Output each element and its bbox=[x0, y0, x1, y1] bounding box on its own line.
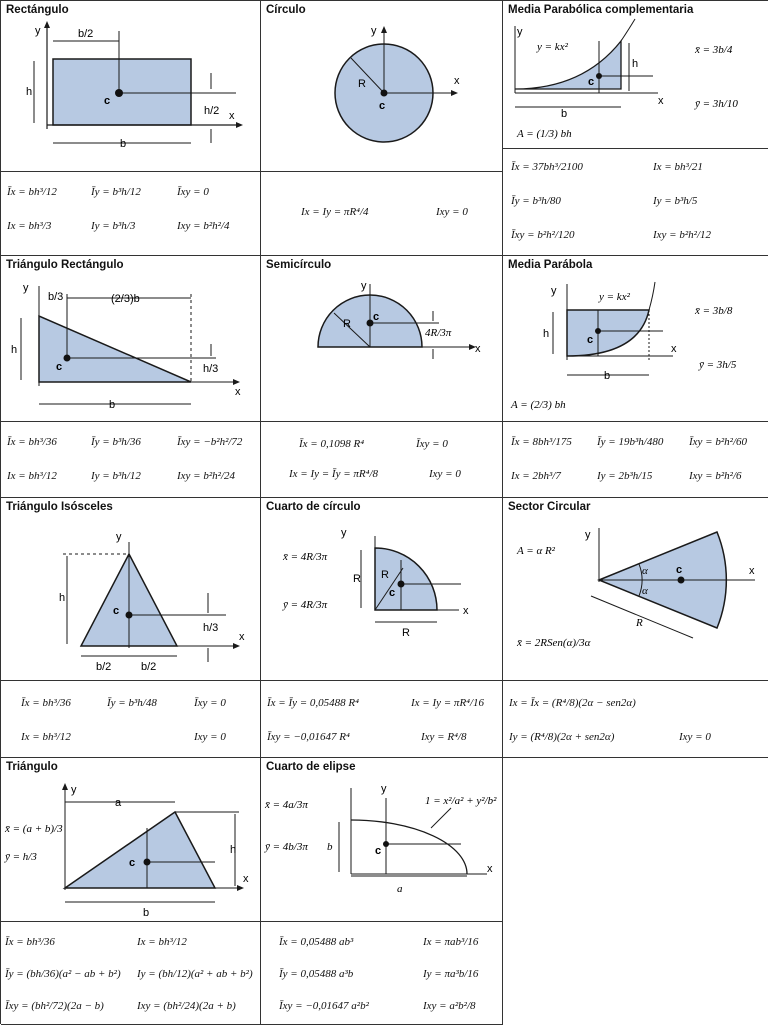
cell-cuarto-de-circulo bbox=[261, 498, 503, 758]
formula: Īxy = (bh²/72)(2a − b) bbox=[5, 1000, 104, 1012]
formula: Īxy = 0 bbox=[177, 186, 209, 198]
formula: Iy = πa³b/16 bbox=[423, 968, 479, 980]
dim-h2-label: h/2 bbox=[204, 105, 220, 117]
centroid-label: c bbox=[104, 95, 111, 107]
formula: Ixy = b²h²/4 bbox=[177, 220, 230, 232]
formula: Īx = bh³/12 bbox=[7, 186, 57, 198]
formulas-media-parabolica-complementaria bbox=[503, 148, 768, 256]
curve-extension bbox=[621, 19, 635, 41]
formula: Īx = bh³/36 bbox=[21, 697, 71, 709]
centroid-dot bbox=[383, 841, 389, 847]
triangle-diagram bbox=[1, 758, 261, 923]
formulas-semicirculo bbox=[261, 421, 503, 498]
formula: Iy = b³h/3 bbox=[91, 220, 136, 232]
x-label: x bbox=[235, 386, 241, 398]
formula: Ix = Iy = πR⁴/4 bbox=[301, 206, 369, 218]
dim-b2-left-label: b/2 bbox=[96, 661, 112, 673]
area-label: A = α R² bbox=[517, 545, 555, 557]
formula: Ixy = 0 bbox=[679, 731, 711, 743]
formula: Īx = 37bh³/2100 bbox=[511, 161, 583, 173]
dim-h-label: h bbox=[543, 328, 550, 340]
centroid-label: c bbox=[129, 857, 136, 869]
quarter-ellipse-diagram bbox=[261, 758, 503, 923]
formula: Īx = bh³/36 bbox=[7, 436, 57, 448]
ybar-label: ȳ = 4R/3π bbox=[283, 599, 328, 611]
formula: Ixy = 0 bbox=[194, 731, 226, 743]
cell-title: Sector Circular bbox=[508, 501, 591, 513]
dim-h-label: h bbox=[230, 844, 237, 856]
x-arrow-icon bbox=[237, 885, 244, 891]
xbar-label: x̄ = 4a/3π bbox=[265, 799, 308, 811]
eq-pointer bbox=[431, 808, 451, 828]
rectangle-diagram bbox=[1, 1, 261, 171]
xbar-label: x̄ = 2RSen(α)/3α bbox=[517, 637, 591, 649]
cell-title: Triángulo Isósceles bbox=[6, 501, 113, 513]
dim-a-label: a bbox=[397, 883, 403, 895]
formula: Īy = 19b³h/480 bbox=[597, 436, 664, 448]
formula: Iy = b³h/5 bbox=[653, 195, 698, 207]
half-parabola-shape bbox=[567, 310, 649, 356]
cell-title: Cuarto de círculo bbox=[266, 501, 361, 513]
dim-h3-label: h/3 bbox=[203, 363, 219, 375]
xbar-label: x̄ = 3b/4 bbox=[695, 44, 733, 56]
formula: Īy = 0,05488 a³b bbox=[279, 968, 354, 980]
cell-triangulo bbox=[1, 758, 261, 1025]
formula: Īxy = b²h²/60 bbox=[689, 436, 748, 448]
formula: Īxy = −0,01647 R⁴ bbox=[267, 731, 350, 743]
empty-cell bbox=[503, 758, 768, 1025]
ybar-label: ȳ = h/3 bbox=[5, 851, 37, 863]
formulas-triangulo-isosceles bbox=[1, 680, 261, 758]
formula: Īx = 0,05488 ab³ bbox=[279, 936, 354, 948]
formula: Ixy = 0 bbox=[429, 468, 461, 480]
dim-h-label: h bbox=[26, 86, 33, 98]
x-label: x bbox=[463, 605, 469, 617]
ybar-label: ȳ = 4b/3π bbox=[265, 841, 308, 853]
formulas-circulo bbox=[261, 171, 503, 256]
centroid-dot bbox=[126, 612, 133, 619]
y-arrow-icon bbox=[44, 21, 50, 28]
formulas-rectangulo bbox=[1, 171, 261, 256]
y-label: y bbox=[551, 285, 557, 297]
y-label: y bbox=[371, 25, 377, 37]
cell-title: Cuarto de elipse bbox=[266, 761, 356, 773]
area-label: A = (1/3) bh bbox=[517, 128, 572, 140]
dim-r-vertical-label: R bbox=[353, 573, 361, 585]
cell-title: Media Parabólica complementaria bbox=[508, 4, 694, 16]
y-label: y bbox=[517, 26, 523, 38]
ybar-label: ȳ = 3h/5 bbox=[699, 359, 737, 371]
dim-r-label: R bbox=[636, 617, 643, 629]
ellipse-eq-label: 1 = x²/a² + y²/b² bbox=[425, 795, 497, 807]
x-arrow-icon bbox=[451, 90, 458, 96]
y-label: y bbox=[341, 527, 347, 539]
alpha-bottom-label: α bbox=[642, 585, 648, 597]
cell-title: Semicírculo bbox=[266, 259, 332, 271]
y-label: y bbox=[585, 529, 591, 541]
curve-label: y = kx² bbox=[537, 41, 568, 53]
formula: Ix = πab³/16 bbox=[423, 936, 479, 948]
centroid-dot bbox=[596, 73, 602, 79]
x-label: x bbox=[239, 631, 245, 643]
formula: Ixy = 0 bbox=[436, 206, 468, 218]
radius-label: R bbox=[381, 569, 389, 581]
dim-a-label: a bbox=[115, 797, 122, 809]
cell-semicirculo bbox=[261, 256, 503, 498]
quarter-circle-diagram bbox=[261, 498, 503, 683]
y-label: y bbox=[361, 280, 367, 292]
cell-title: Círculo bbox=[266, 4, 306, 16]
triangle-shape bbox=[65, 812, 215, 888]
dim-b-label: b bbox=[120, 138, 127, 150]
radius-label: R bbox=[358, 78, 366, 90]
formula: Ixy = R⁴/8 bbox=[421, 731, 467, 743]
formula: Īxy = b²h²/120 bbox=[511, 229, 575, 241]
centroid-label: c bbox=[56, 361, 63, 373]
area-label: A = (2/3) bh bbox=[511, 399, 566, 411]
formula: Ixy = b²h²/12 bbox=[653, 229, 712, 241]
formula: Īxy = −0,01647 a²b² bbox=[279, 1000, 369, 1012]
formula: Ix = Īx = (R⁴/8)(2α − sen2α) bbox=[509, 697, 636, 709]
dim-h-label: h bbox=[632, 58, 639, 70]
dim-b-label: b bbox=[327, 841, 333, 853]
circular-sector-diagram bbox=[503, 498, 768, 683]
x-label: x bbox=[749, 565, 755, 577]
xbar-label: x̄ = (a + b)/3 bbox=[5, 823, 63, 835]
ybar-label: ȳ = 3h/10 bbox=[695, 98, 738, 110]
radius-label: R bbox=[343, 318, 351, 330]
formula: Iy = 2b³h/15 bbox=[597, 470, 653, 482]
formula: Ix = 2bh³/7 bbox=[511, 470, 561, 482]
x-label: x bbox=[671, 343, 677, 355]
dim-b2-label: b/2 bbox=[78, 28, 94, 40]
y-arrow-icon bbox=[381, 26, 387, 33]
formula: Ix = bh³/12 bbox=[137, 936, 187, 948]
y-label: y bbox=[116, 531, 122, 543]
cell-rectangulo bbox=[1, 1, 261, 256]
centroid-label: c bbox=[373, 311, 380, 323]
xbar-label: x̄ = 4R/3π bbox=[283, 551, 328, 563]
curve-label: y = kx² bbox=[599, 291, 630, 303]
spandrel-shape bbox=[515, 41, 621, 89]
cell-media-parabolica-complementaria bbox=[503, 1, 768, 256]
formula: Ixy = a²b²/8 bbox=[423, 1000, 476, 1012]
centroid-label: c bbox=[676, 564, 683, 576]
formula: Ix = bh³/21 bbox=[653, 161, 703, 173]
x-arrow-icon bbox=[236, 122, 243, 128]
cell-triangulo-isosceles bbox=[1, 498, 261, 758]
formula: Iy = (R⁴/8)(2α + sen2α) bbox=[509, 731, 615, 743]
y-label: y bbox=[381, 783, 387, 795]
dim-2b3-label: (2/3)b bbox=[111, 293, 140, 305]
cell-triangulo-rectangulo bbox=[1, 256, 261, 498]
formulas-triangulo bbox=[1, 921, 261, 1025]
formulas-triangulo-rectangulo bbox=[1, 421, 261, 498]
x-arrow-icon bbox=[233, 643, 240, 649]
formulas-sector-circular bbox=[503, 680, 768, 758]
formula: Īx = 8bh³/175 bbox=[511, 436, 572, 448]
xbar-label: x̄ = 3b/8 bbox=[695, 305, 733, 317]
circle-diagram bbox=[261, 1, 503, 171]
formula: Ix = Iy = πR⁴/16 bbox=[411, 697, 485, 709]
semicircle-diagram bbox=[261, 256, 503, 421]
dim-h-label: h bbox=[59, 592, 66, 604]
dim-b-label: b bbox=[109, 399, 116, 411]
formula: Ix = bh³/12 bbox=[7, 470, 57, 482]
x-label: x bbox=[243, 873, 249, 885]
centroid-dot bbox=[381, 90, 388, 97]
cell-title: Triángulo Rectángulo bbox=[6, 259, 124, 271]
formula: Īy = b³h/80 bbox=[511, 195, 561, 207]
formulas-media-parabola bbox=[503, 421, 768, 498]
formula: Īy = b³h/36 bbox=[91, 436, 141, 448]
formula: Īxy = −b²h²/72 bbox=[177, 436, 243, 448]
centroid-dot bbox=[678, 577, 685, 584]
formula: Ixy = (bh²/24)(2a + b) bbox=[137, 1000, 236, 1012]
cell-title: Triángulo bbox=[6, 761, 58, 773]
cell-title: Media Parábola bbox=[508, 259, 593, 271]
formulas-cuarto-de-elipse bbox=[261, 921, 503, 1025]
right-triangle-diagram bbox=[1, 256, 261, 421]
parabolic-spandrel-diagram bbox=[503, 1, 768, 151]
y-label: y bbox=[71, 784, 77, 796]
centroid-label: c bbox=[389, 587, 396, 599]
formula: Īx = bh³/36 bbox=[5, 936, 55, 948]
y-label: y bbox=[35, 25, 41, 37]
formula: Iy = b³h/12 bbox=[91, 470, 141, 482]
centroid-dot bbox=[144, 859, 151, 866]
half-parabola-diagram bbox=[503, 256, 768, 421]
ellipse-curve bbox=[351, 820, 467, 874]
formulas-cuarto-de-circulo bbox=[261, 680, 503, 758]
centroid-label: c bbox=[588, 76, 595, 88]
formula: Īxy = 0 bbox=[194, 697, 226, 709]
formula: Ix = Iy = Īy = πR⁴/8 bbox=[289, 468, 379, 480]
y-arrow-icon bbox=[62, 783, 68, 790]
x-label: x bbox=[229, 110, 235, 122]
formula: Īy = (bh/36)(a² − ab + b²) bbox=[5, 968, 121, 980]
centroid-label: c bbox=[113, 605, 120, 617]
isosceles-triangle-diagram bbox=[1, 498, 261, 683]
formula: Ix = bh³/12 bbox=[21, 731, 71, 743]
alpha-top-label: α bbox=[642, 565, 648, 577]
centroid-dot bbox=[398, 581, 405, 588]
y-label: y bbox=[23, 282, 29, 294]
formula: Īy = b³h/12 bbox=[91, 186, 141, 198]
dim-h3-label: h/3 bbox=[203, 622, 219, 634]
cell-cuarto-de-elipse bbox=[261, 758, 503, 1025]
cell-title: Rectángulo bbox=[6, 4, 69, 16]
x-label: x bbox=[487, 863, 493, 875]
formula: Īy = b³h/48 bbox=[107, 697, 157, 709]
centroid-dot bbox=[64, 355, 71, 362]
dim-b-label: b bbox=[561, 108, 568, 120]
centroid-dot bbox=[115, 89, 123, 97]
dim-b-label: b bbox=[143, 907, 150, 919]
x-label: x bbox=[658, 95, 664, 107]
cell-sector-circular bbox=[503, 498, 768, 758]
centroid-label: c bbox=[587, 334, 594, 346]
dim-b2-right-label: b/2 bbox=[141, 661, 157, 673]
centroid-label: c bbox=[375, 845, 382, 857]
x-label: x bbox=[454, 75, 460, 87]
dim-h-label: h bbox=[11, 344, 18, 356]
x-label: x bbox=[475, 343, 481, 355]
formula: Īx = 0,1098 R⁴ bbox=[299, 438, 365, 450]
dim-b3-label: b/3 bbox=[48, 291, 64, 303]
dim-4r3pi-label: 4R/3π bbox=[425, 327, 452, 339]
dim-r-horizontal-label: R bbox=[402, 627, 410, 639]
formula: Īx = Īy = 0,05488 R⁴ bbox=[267, 697, 359, 709]
curve-extension bbox=[649, 282, 655, 310]
formula: Īxy = 0 bbox=[416, 438, 448, 450]
cell-media-parabola bbox=[503, 256, 768, 498]
centroid-dot bbox=[595, 328, 601, 334]
x-arrow-icon bbox=[233, 379, 240, 385]
formula: Ixy = b²h²/24 bbox=[177, 470, 236, 482]
centroid-label: c bbox=[379, 100, 386, 112]
cell-circulo bbox=[261, 1, 503, 256]
formula: Ixy = b²h²/6 bbox=[689, 470, 742, 482]
formula: Iy = (bh/12)(a² + ab + b²) bbox=[137, 968, 253, 980]
formula: Ix = bh³/3 bbox=[7, 220, 52, 232]
dim-b-label: b bbox=[604, 370, 611, 382]
